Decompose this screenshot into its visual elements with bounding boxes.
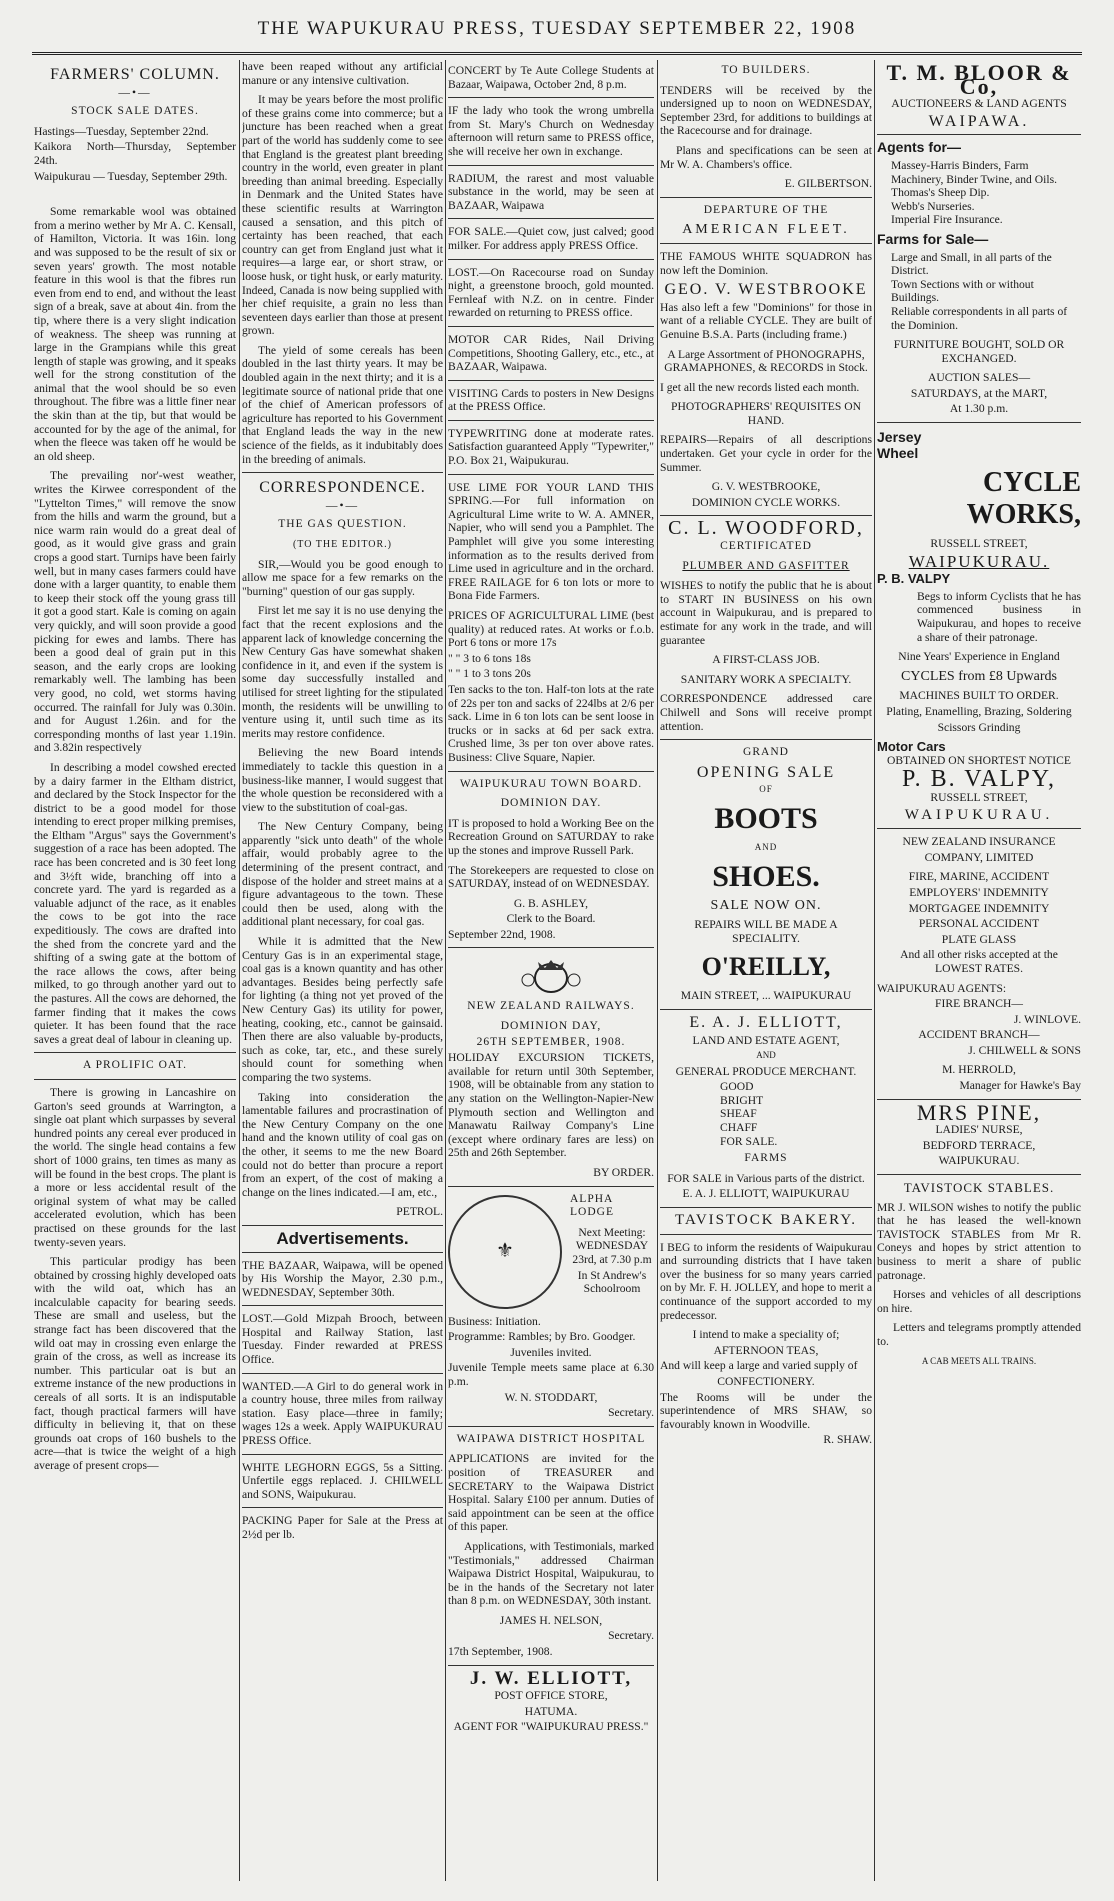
classified-ad: THE BAZAAR, Waipawa, will be opened by His Worship the Mayor, 2.30 p.m., WEDNESDAY, September 30th. xyxy=(242,1258,443,1299)
woodford-trade: PLUMBER AND GASFITTER xyxy=(682,559,850,572)
paragraph: The yield of some cereals has been doubled in the last thirty years. It may be doubled again in the next thirty; and it is a legitimate source of national pride that one of the chief of American professors of agriculture has reported to his Government that England leads the way in the new science of the fields, as it indubitably does in the breeding of animals. xyxy=(242,343,443,466)
ins-other: And all other risks accepted at the LOWEST RATES. xyxy=(900,948,1058,975)
lodge-temple: Juvenile Temple meets same place at 6.30 p.m. xyxy=(448,1361,654,1388)
pine-role: LADIES' NURSE, xyxy=(935,1123,1023,1137)
sale-now-on: SALE NOW ON. xyxy=(710,897,822,913)
paragraph: The Rooms will be under the superintendence of MRS SHAW, so favourably known in Woodville. xyxy=(660,1390,872,1431)
paragraph: And will keep a large and varied supply of xyxy=(660,1359,858,1373)
gas-question-title: THE GAS QUESTION. xyxy=(278,518,407,531)
agents-item: Thomas's Sheep Dip. xyxy=(891,186,990,200)
ea-item: GOOD xyxy=(720,1080,754,1094)
classified-ad: LOST.—Gold Mizpah Brooch, between Hospital and Railway Station, last Tuesday. Finder rewarded at PRESS Office. xyxy=(242,1312,443,1367)
paragraph: I get all the new records listed each month. xyxy=(660,380,860,394)
lodge-business: Business: Initiation. xyxy=(448,1314,541,1328)
ins-acc-branch: ACCIDENT BRANCH— xyxy=(918,1028,1040,1042)
classified-ad: IF the lady who took the wrong umbrella from St. Mary's Church on Wednesday afternoon will return same to PRESS office, she will receive her own in exchange. xyxy=(448,104,654,158)
fleet-heading: DEPARTURE OF THE xyxy=(703,203,829,216)
lodge-place: In St Andrew's Schoolroom xyxy=(577,1268,647,1296)
column-5 xyxy=(877,60,1081,1881)
paragraph: Horses and vehicles of all descriptions on hire. xyxy=(877,1288,1081,1315)
furniture-line: FURNITURE BOUGHT, SOLD OR EXCHANGED. xyxy=(893,338,1065,365)
stock-sale-title: STOCK SALE DATES. xyxy=(71,105,199,118)
ins-manager-title: Manager for Hawke's Bay xyxy=(959,1079,1081,1093)
paragraph: REPAIRS WILL BE MADE A SPECIALITY. xyxy=(694,918,838,945)
ea-item: SHEAF xyxy=(720,1107,757,1121)
paragraph: AFTERNOON TEAS, xyxy=(713,1343,819,1357)
paragraph: In describing a model cowshed erected by a dairy farmer in the Eltham district, and declared by the Stock Inspector for the district to be a good model for those intending to erect proper milking premises, the Eltham "Argus" says the Government's suggestion of a race has been adopted. The race has been concreted and is 30 feet long and 3½ft wide, branching off into a concrete yard. The yard is regarded as a valuable adjunct of the race, as it enables the cows to be got into the race expeditiously. The cows are drafted into the shed from the concrete yard and the shifting of a swing gate at the bottom of the race allows the cows, after being milked, to go through another yard out to the pastures. All the cows are dehorned, the farmer finding that it makes the cows quieter. It has been found that the race saves a great deal of labour in cleaning up. xyxy=(34,760,236,1046)
builders-title: TO BUILDERS. xyxy=(721,64,811,76)
masthead: THE WAPUKURAU PRESS, TUESDAY SEPTEMBER 22, 1908 xyxy=(257,18,857,39)
ea-farms: FARMS xyxy=(744,1152,788,1165)
paragraph: have been reaped without any artificial manure or any intensive cultivation. xyxy=(242,60,443,87)
paragraph: The New Century Company, being apparently "sick unto death" of the whole affair, would probably agree to the determining of the present contract, and dispose of the holder and street mains at a figure advantageous to the town. These could then be used, along with the additional plant necessary, for coal gas. xyxy=(242,820,443,929)
machines: MACHINES BUILT TO ORDER. xyxy=(899,689,1059,703)
classified-ad: VISITING Cards to posters in New Designs at the PRESS Office. xyxy=(448,386,654,414)
column-1 xyxy=(34,60,236,1881)
scissors: Scissors Grinding xyxy=(937,720,1021,734)
ins-line: EMPLOYERS' INDEMNITY xyxy=(909,885,1049,899)
paragraph: First let me say it is no use denying the fact that the recent explosions and the apparent lack of knowledge concerning the New Century Gas have somewhat shaken confidence in it, and even if the system is some day successfully installed and utilised for street lighting for the stipulated month, the residents will be unwilling to venture using it, until such time as its merits may restore confidence. xyxy=(242,604,443,740)
farms-item: Reliable correspondents in all parts of the Dominion. xyxy=(891,304,1068,332)
ins-line: FIRE, MARINE, ACCIDENT xyxy=(908,870,1050,884)
paragraph: This particular prodigy has been obtained by crossing highly developed oats with the wild oat, which has an incalculable capacity for bearing seeds. These are small and useless, but the strange fact has been discovered that the wild oat may in crossing even enlarge the grain of the cross, as well as increase its number. This particular oat is but an extreme instance of the new productions in cereals of all sorts. It is an indisputable fact, though practical farmers will have difficulty in believing it, that on these grounds oat crops of 160 bushels to the acre—that is twice the weight of a high average of present crops— xyxy=(34,1255,236,1472)
lodge-programme: Programme: Rambles; by Bro. Goodger. xyxy=(448,1330,636,1344)
ea-merchant: GENERAL PRODUCE MERCHANT. xyxy=(675,1064,857,1078)
ins-acc-agent: J. CHILWELL & SONS xyxy=(968,1043,1081,1057)
paragraph: Taking into consideration the lamentable failures and procrastination of the New Century Company on the one hand and the known utility of coal gas on the other, it seems to me the new Board could not do better than procure a report from an expert, of the cost of making a change on the lines indicated.—I am, etc., xyxy=(242,1090,443,1199)
cycle-works-title: CYCLE WORKS, xyxy=(966,467,1081,531)
sale-of: OF xyxy=(759,784,773,795)
pine-title: MRS PINE, xyxy=(916,1099,1042,1125)
rail-day: DOMINION DAY, xyxy=(500,1020,602,1033)
sale-shoes: SHOES. xyxy=(712,859,820,893)
signature: JAMES H. NELSON, xyxy=(499,1613,603,1627)
paragraph: I BEG to inform the residents of Waipukurau and surrounding districts that I have taken over the business for so many years carried on by Mr. F. H. JOLLEY, and hope to merit a continuance of the support accorded to my predecessor. xyxy=(660,1240,872,1322)
paragraph: TENDERS will be received by the undersigned up to noon on WEDNESDAY, September 23rd, for additions to buildings at the Racecourse and for drainage. xyxy=(660,83,872,138)
paragraph: While it is admitted that the New Century Gas is in an experimental stage, coal gas is a known quantity and has other advantages. Besides being perfectly safe for lighting (a thing not yet proved of the New Century Gas) its utility for power, heating, cooking, etc., cannot be gainsaid. Then there are also valuable by-products, such as coke, tar, etc., and these surely should count for something when comparing the two systems. xyxy=(242,935,443,1084)
valpy-heading: P. B. VALPY xyxy=(877,571,951,587)
ea-item: CHAFF xyxy=(720,1121,758,1135)
paragraph: The Storekeepers are requested to close on SATURDAY, instead of on WEDNESDAY. xyxy=(448,863,654,891)
ea-item: BRIGHT xyxy=(720,1093,764,1107)
fleet-title: AMERICAN FLEET. xyxy=(682,222,850,238)
ea-role: LAND AND ESTATE AGENT, xyxy=(692,1033,840,1047)
experience: Nine Years' Experience in England xyxy=(898,650,1060,664)
cab-line: A CAB MEETS ALL TRAINS. xyxy=(921,1355,1037,1366)
paragraph: CORRESPONDENCE addressed care Chilwell and Sons will receive prompt attention. xyxy=(660,692,872,733)
paragraph: SIR,—Would you be good enough to allow me space for a few remarks on the "burning" question of our gas supply. xyxy=(242,557,443,598)
ins-fire-branch: FIRE BRANCH— xyxy=(935,997,1023,1011)
nz-insurance: NEW ZEALAND INSURANCE xyxy=(902,835,1056,849)
classified-ad: TYPEWRITING done at moderate rates. Satisfaction guaranteed Apply "Typewriter," P.O. Box 21, Waipukurau. xyxy=(448,426,654,468)
column-2 xyxy=(242,60,443,1881)
paragraph: APPLICATIONS are invited for the position of TREASURER and SECRETARY to the Waipawa District Hospital. Salary £100 per annum. Duties of said appointment can be seen at the office of this paper. xyxy=(448,1452,654,1534)
column-rule xyxy=(239,60,240,1881)
elliott-town: HATUMA. xyxy=(524,1704,578,1718)
lime-price-line: " " 1 to 3 tons 20s xyxy=(448,667,531,681)
bloor-title: T. M. BLOOR & Co, xyxy=(886,60,1072,99)
ornament: —•— xyxy=(325,498,360,512)
rail-date: 26TH SEPTEMBER, 1908. xyxy=(476,1035,626,1048)
railway-crest-icon xyxy=(516,954,586,996)
plating: Plating, Enamelling, Brazing, Soldering xyxy=(886,705,1072,718)
sale-boots: BOOTS xyxy=(714,801,818,835)
dominion-day: DOMINION DAY. xyxy=(500,797,602,810)
ea-and: AND xyxy=(756,1050,776,1061)
column-rule xyxy=(657,60,658,1881)
agents-item: Massey-Harris Binders, Farm Machinery, Binder Twine, and Oils. xyxy=(891,158,1057,186)
stables-title: TAVISTOCK STABLES. xyxy=(903,1180,1055,1196)
date: September 22nd, 1908. xyxy=(448,927,556,941)
classified-ad: MOTOR CAR Rides, Nail Driving Competitions, Shooting Gallery, etc., etc., at BAZAAR, Waipawa. xyxy=(448,332,654,374)
farms-item: Town Sections with or without Buildings. xyxy=(891,277,1034,305)
cycle-street: RUSSELL STREET, xyxy=(930,537,1028,551)
lime-price-line: " " 3 to 6 tons 18s xyxy=(448,651,531,665)
classified-ad: RADIUM, the rarest and most valuable substance in the world, may be seen at BAZAAR, Waipawa xyxy=(448,171,654,212)
signature: W. N. STODDART, xyxy=(504,1390,598,1404)
auction-heading: AUCTION SALES— xyxy=(927,371,1031,385)
paragraph: Begs to inform Cyclists that he has commenced business in Waipukurau, and hopes to receive a share of their patronage. xyxy=(917,589,1081,644)
paragraph: A Large Assortment of PHONOGRAPHS, GRAMAPHONES, & RECORDS in Stock. xyxy=(664,347,868,375)
waipawa-title: WAIPAWA. xyxy=(928,112,1030,130)
motor-text: OBTAINED ON SHORTEST NOTICE xyxy=(887,753,1071,767)
signature-title: Secretary. xyxy=(608,1406,654,1420)
date: 17th September, 1908. xyxy=(448,1645,553,1659)
farms-heading: Farms for Sale— xyxy=(877,230,989,247)
paragraph: I intend to make a speciality of; xyxy=(692,1328,840,1342)
bloor-role: AUCTIONEERS & LAND AGENTS xyxy=(891,97,1067,111)
correspondence-title: CORRESPONDENCE. xyxy=(259,479,426,497)
lime-prices: PRICES OF AGRICULTURAL LIME (best quality) at reduced rates. At works or f.o.b. Port 6 tons or more 17s xyxy=(448,609,654,650)
elliott-store: POST OFFICE STORE, xyxy=(494,1689,608,1703)
paragraph: THE FAMOUS WHITE SQUADRON has now left the Dominion. xyxy=(660,249,872,277)
signature-title: Clerk to the Board. xyxy=(506,912,596,926)
lime-ad: USE LIME FOR YOUR LAND THIS SPRING.—For full information on Agricultural Lime write to W. A. AMNER, Napier, who will send you a Pamphlet. The Pamphlet will give you some interesting information as to the results derived from Lime used in agriculture and in the orchard. FREE RAILAGE for 6 ton lots or more to Bona Fide Farmers. xyxy=(448,480,654,603)
paragraph: It may be years before the most prolific of these grains come into commerce; but a juncture has been reached when a great part of the world has suddenly come to see that England is the greatest plant breeding country in the world, even greater in plant breeding than animal breeding. Especially in Denmark and the United States have these scientific results at Warrington caused a sensation, and this pitch of certainty has been reached, that each country can get from England just what it requires—a large ear, or short straw, or loose husk, or tight husk, or early maturity. Indeed, Canada is now being supplied with her chief requisite, a grain no less than seventeen days earlier than those at present grown. xyxy=(242,93,443,338)
lodge-title: ALPHA LODGE xyxy=(570,1192,614,1219)
woodford-title: C. L. WOODFORD, xyxy=(668,517,864,540)
paragraph: MR J. WILSON wishes to notify the public that he has leased the well-known TAVISTOCK STABLES from Mr R. Coneys and hopes by strict attention to business to merit a share of public patronage. xyxy=(877,1200,1081,1282)
lodge-meeting: Next Meeting: WEDNESDAY 23rd, at 7.30 p.m xyxy=(572,1225,652,1266)
motor-heading: Motor Cars xyxy=(877,739,946,755)
paragraph: REPAIRS—Repairs of all descriptions undertaken. Get your cycle in order for the Summer. xyxy=(660,433,872,474)
agents-item: Webb's Nurseries. xyxy=(891,199,975,213)
nz-company: COMPANY, LIMITED xyxy=(924,850,1034,864)
signature: PETROL. xyxy=(396,1205,443,1219)
auction-day: SATURDAYS, at the MART, xyxy=(910,386,1048,400)
agents-item: Imperial Fire Insurance. xyxy=(891,213,1003,227)
classified-ad: WANTED.—A Girl to do general work in a country house, three miles from railway station. Easy place—three in family; wages 12s a week. Apply WAIPUKURAU PRESS Office. xyxy=(242,1379,443,1448)
classified-ad: PACKING Paper for Sale at the Press at 2½d per lb. xyxy=(242,1514,443,1541)
column-rule xyxy=(874,60,875,1881)
elliott-title: J. W. ELLIOTT, xyxy=(469,1667,633,1689)
column-4 xyxy=(660,60,872,1881)
prolific-oat-title: A PROLIFIC OAT. xyxy=(83,1059,187,1072)
masthead-rule xyxy=(32,52,1082,55)
classified-ad: CONCERT by Te Aute College Students at Bazaar, Waipawa, October 2nd, 8 p.m. xyxy=(448,64,654,91)
classified-ad: WHITE LEGHORN EGGS, 5s a Sitting. Unfertile eggs replaced. J. CHILWELL and SONS, Waipukurau. xyxy=(242,1460,443,1501)
agents-heading: Agents for— xyxy=(877,139,961,156)
lime-details: Ten sacks to the ton. Half-ton lots at the rate of 22s per ton and sacks of 224lbs at 2/6 per sack. Lime in 6 ton lots can be sent loose in trucks or in sacks at 6d per sack extra. Crushed lime, 3s per ton over above rates. Business: Clive Square, Napier. xyxy=(448,682,654,764)
elliott-agent: AGENT FOR "WAIPUKURAU PRESS." xyxy=(453,1720,649,1734)
sale-grand: GRAND xyxy=(743,746,789,759)
farmers-column-title: FARMERS' COLUMN. xyxy=(50,66,220,83)
paragraph: There is growing in Lancashire on Garton's seed grounds at Warrington, a single oat plant which surpasses by several hundred points any cereal ever produced in the world. The single head contains a few short of 1000 grains, ten times as many as will be found in the best crops. The plant is a more or less accidental result of the original system of what may be called accelerated evolution, which has been practised on these grounds for the last twenty-seven years. xyxy=(34,1085,236,1249)
railways-title: NEW ZEALAND RAILWAYS. xyxy=(467,1000,635,1013)
paragraph: SANITARY WORK A SPECIALTY. xyxy=(680,672,852,686)
sale-date: Kaikora North—Thursday, September 24th. xyxy=(34,140,236,167)
ins-line: PERSONAL ACCIDENT xyxy=(918,917,1040,931)
farms-item: Large and Small, in all parts of the District. xyxy=(891,250,1052,278)
ins-manager: M. HERROLD, xyxy=(942,1063,1016,1077)
oreilly-title: O'REILLY, xyxy=(701,952,831,982)
lodge-juveniles: Juveniles invited. xyxy=(510,1345,592,1359)
valpy-big: P. B. VALPY, xyxy=(901,766,1057,793)
town-board-title: WAIPUKURAU TOWN BOARD. xyxy=(459,777,643,790)
paragraph: Believing the new Board intends immediately to tackle this question in a business-like manner, I would suggest that the whole question be reconsidered with a view to the substitution of coal-gas. xyxy=(242,746,443,814)
paragraph: CONFECTIONERY. xyxy=(717,1374,815,1388)
to-editor: (TO THE EDITOR.) xyxy=(292,539,393,550)
column-3 xyxy=(448,60,654,1881)
ea-elliott-title: E. A. J. ELLIOTT, xyxy=(689,1013,843,1031)
paragraph: Some remarkable wool was obtained from a merino wether by Mr A. C. Kensall, of Hamilton, Victoria. It was 16in. long and was supposed to be the result of six or seven years' growth. The most notable feature in this wool is that the fibres run even from end to end, and without the least sign of a break, save at about 4in. from the tip, where there is a very slight indication of weakness. The sheep was running at large in the Grampians while this great length of staple was growing, and it speaks well for the strong constitution of the animal that the wool should be so even throughout. The fibre was a little finer near the skin than at the tip, but that would be accounted for by the age of the animal, for when the fleece was taken off he would be an old sheep. xyxy=(34,205,236,463)
westbrooke-title: GEO. V. WESTBROOKE xyxy=(664,281,868,299)
ea-item: FOR SALE. xyxy=(720,1134,778,1148)
paragraph: Letters and telegrams promptly attended to. xyxy=(877,1321,1081,1348)
ins-fire-agent: J. WINLOVE. xyxy=(1013,1012,1081,1026)
hospital-title: WAIPAWA DISTRICT HOSPITAL xyxy=(456,1432,646,1445)
advertisements-title: Advertisements. xyxy=(276,1228,409,1248)
by-order: BY ORDER. xyxy=(593,1166,654,1179)
paragraph: PHOTOGRAPHERS' REQUISITES ON HAND. xyxy=(671,400,861,427)
valpy-street: RUSSELL STREET, xyxy=(930,790,1028,804)
ins-line: MORTGAGEE INDEMNITY xyxy=(908,901,1050,915)
classified-ad: LOST.—On Racecourse road on Sunday night, a greenstone brooch, gold mounted. Fernleaf with N.Z. on in centre. Finder rewarded on returning to PRESS office. xyxy=(448,265,654,320)
auction-time: At 1.30 p.m. xyxy=(949,402,1009,416)
ins-agents: WAIPUKURAU AGENTS: xyxy=(877,981,1007,995)
pine-address: BEDFORD TERRACE, xyxy=(922,1138,1036,1152)
sale-date: Hastings—Tuesday, September 22nd. xyxy=(34,124,209,138)
signature: R. SHAW. xyxy=(823,1433,872,1447)
ornament: —•— xyxy=(118,85,152,99)
woodford-cert: CERTIFICATED xyxy=(720,540,812,553)
lodge-seal-icon: ⚜ xyxy=(448,1195,562,1309)
oreilly-address: MAIN STREET, ... WAIPUKURAU xyxy=(680,989,852,1003)
signature: E. GILBERTSON. xyxy=(784,177,872,191)
classified-ad: FOR SALE.—Quiet cow, just calved; good milker. For address apply PRESS Office. xyxy=(448,225,654,252)
signature: G. B. ASHLEY, xyxy=(513,896,589,910)
paragraph: IT is proposed to hold a Working Bee on the Recreation Ground on SATURDAY to rake up the stones and improve Russell Park. xyxy=(448,816,654,857)
ea-farms-text: FOR SALE in Various parts of the district. xyxy=(667,1171,865,1185)
ins-line: PLATE GLASS xyxy=(941,932,1017,946)
jersey-wheel: Jersey Wheel xyxy=(877,429,922,462)
signature-title: DOMINION CYCLE WORKS. xyxy=(691,495,841,509)
sale-and: AND xyxy=(754,841,778,852)
paragraph: WISHES to notify the public that he is about to START IN BUSINESS on his own account in Waipukurau, and is prepared to estimate for any work in the trade, and will guarantee xyxy=(660,579,872,647)
paragraph: HOLIDAY EXCURSION TICKETS, available for return until 30th September, 1908, will be obtainable from any station to any station on the Wellington-Napier-New Plymouth section and Wellington and Manawatu Railway Company's Line (except where ordinary fares are less) on 25th and 26th September. xyxy=(448,1051,654,1160)
paragraph: Plans and specifications can be seen at Mr W. A. Chambers's office. xyxy=(660,143,872,171)
paragraph: The prevailing nor'-west weather, writes the Kirwee correspondent of the "Lyttelton Times," will remove the snow from the hills and warm the ground, but a nice warm rain would do a great deal of good, as it would give grass and grain crops a good start. Turnips have been fairly well, but in many cases farmers could have done with a larger quantity, to enable them to keep their stock off the young grass till it got a good start. Kale is coming on again very quickly, and will soon provide a good picking for ewes and lambs. There has been a good deal of grain put in this season, and the early crops are looking remarkably well. The lambing has been very good, no cold, wet storms having occurred. The rainfall for July was 0.30in. and for August 1.26in. and for the corresponding months of last year 1.19in. and 3.82in respectively xyxy=(34,469,236,755)
pine-town: WAIPUKURAU. xyxy=(938,1154,1020,1168)
cycle-town: WAIPUKURAU. xyxy=(908,551,1050,571)
paragraph: Applications, with Testimonials, marked "Testimonials," addressed Chairman Waipawa District Hospital, Waipukurau, to be in the hands of the Secretary not later than 8 p.m. on WEDNESDAY, 30th instant. xyxy=(448,1539,654,1608)
column-rule xyxy=(445,60,446,1881)
sale-opening: OPENING SALE xyxy=(696,763,836,781)
paragraph: Has also left a few "Dominions" for those in want of a reliable CYCLE. They are built of Genuine B.S.A. Parts (including frame.) xyxy=(660,300,872,341)
cycles-price: CYCLES from £8 Upwards xyxy=(901,668,1057,684)
signature-title: Secretary. xyxy=(608,1629,654,1643)
paragraph: A FIRST-CLASS JOB. xyxy=(712,653,820,667)
signature: G. V. WESTBROOKE, xyxy=(711,480,821,494)
valpy-town: WAIPUKURAU. xyxy=(904,806,1054,823)
bakery-title: TAVISTOCK BAKERY. xyxy=(674,1212,857,1229)
sale-date: Waipukurau — Tuesday, September 29th. xyxy=(34,169,228,183)
ea-signature: E. A. J. ELLIOTT, WAIPUKURAU xyxy=(682,1187,850,1201)
